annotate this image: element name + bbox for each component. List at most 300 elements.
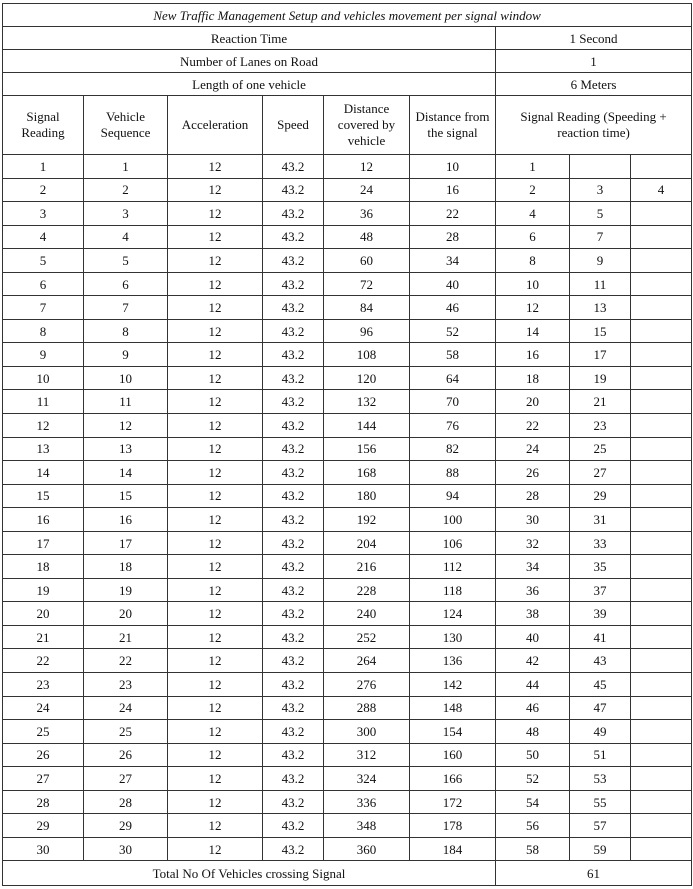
cell-reading-1: 40 bbox=[496, 625, 570, 649]
cell-distance-covered: 48 bbox=[324, 225, 410, 249]
cell-distance-covered: 24 bbox=[324, 178, 410, 202]
cell-distance-from-signal: 52 bbox=[410, 319, 496, 343]
lanes-value: 1 bbox=[496, 50, 692, 73]
cell-reading-3 bbox=[631, 437, 692, 461]
cell-vehicle-sequence: 1 bbox=[84, 155, 168, 179]
table-row bbox=[3, 743, 692, 767]
cell-signal-reading: 18 bbox=[3, 555, 84, 579]
table-row bbox=[3, 390, 692, 414]
cell-distance-from-signal: 136 bbox=[410, 649, 496, 673]
cell-reading-2: 7 bbox=[570, 225, 631, 249]
cell-speed: 43.2 bbox=[263, 649, 324, 673]
cell-signal-reading: 16 bbox=[3, 508, 84, 532]
cell-vehicle-sequence: 6 bbox=[84, 272, 168, 296]
cell-reading-2: 25 bbox=[570, 437, 631, 461]
cell-reading-1: 50 bbox=[496, 743, 570, 767]
cell-signal-reading: 21 bbox=[3, 625, 84, 649]
cell-distance-covered: 252 bbox=[324, 625, 410, 649]
cell-distance-from-signal: 58 bbox=[410, 343, 496, 367]
cell-signal-reading: 6 bbox=[3, 272, 84, 296]
cell-distance-covered: 336 bbox=[324, 790, 410, 814]
cell-distance-from-signal: 16 bbox=[410, 178, 496, 202]
cell-reading-1: 58 bbox=[496, 837, 570, 861]
cell-reading-3 bbox=[631, 649, 692, 673]
cell-reading-2: 43 bbox=[570, 649, 631, 673]
cell-vehicle-sequence: 25 bbox=[84, 720, 168, 744]
cell-signal-reading: 9 bbox=[3, 343, 84, 367]
cell-reading-3: 4 bbox=[631, 178, 692, 202]
cell-reading-1: 26 bbox=[496, 461, 570, 485]
table-row bbox=[3, 437, 692, 461]
cell-distance-covered: 312 bbox=[324, 743, 410, 767]
cell-distance-covered: 168 bbox=[324, 461, 410, 485]
cell-distance-from-signal: 172 bbox=[410, 790, 496, 814]
cell-vehicle-sequence: 24 bbox=[84, 696, 168, 720]
cell-vehicle-sequence: 14 bbox=[84, 461, 168, 485]
cell-vehicle-sequence: 27 bbox=[84, 767, 168, 791]
cell-speed: 43.2 bbox=[263, 720, 324, 744]
cell-acceleration: 12 bbox=[168, 414, 263, 438]
cell-speed: 43.2 bbox=[263, 202, 324, 226]
cell-distance-from-signal: 148 bbox=[410, 696, 496, 720]
reaction-time-label: Reaction Time bbox=[3, 27, 496, 50]
cell-speed: 43.2 bbox=[263, 178, 324, 202]
total-value: 61 bbox=[496, 861, 692, 886]
cell-distance-from-signal: 118 bbox=[410, 578, 496, 602]
cell-reading-1: 16 bbox=[496, 343, 570, 367]
cell-reading-2: 23 bbox=[570, 414, 631, 438]
cell-distance-from-signal: 154 bbox=[410, 720, 496, 744]
header-vehicle-sequence: Vehicle Sequence bbox=[84, 96, 168, 155]
cell-distance-covered: 180 bbox=[324, 484, 410, 508]
cell-vehicle-sequence: 30 bbox=[84, 837, 168, 861]
table-row bbox=[3, 649, 692, 673]
cell-signal-reading: 19 bbox=[3, 578, 84, 602]
cell-reading-2: 15 bbox=[570, 319, 631, 343]
cell-speed: 43.2 bbox=[263, 673, 324, 697]
cell-reading-1: 52 bbox=[496, 767, 570, 791]
header-signal-reading-speeding: Signal Reading (Speeding + reaction time) bbox=[496, 96, 692, 155]
cell-acceleration: 12 bbox=[168, 837, 263, 861]
cell-vehicle-sequence: 11 bbox=[84, 390, 168, 414]
vehicle-length-label: Length of one vehicle bbox=[3, 73, 496, 96]
cell-distance-from-signal: 40 bbox=[410, 272, 496, 296]
cell-speed: 43.2 bbox=[263, 343, 324, 367]
cell-signal-reading: 8 bbox=[3, 319, 84, 343]
cell-reading-3 bbox=[631, 272, 692, 296]
cell-reading-3 bbox=[631, 673, 692, 697]
cell-reading-3 bbox=[631, 790, 692, 814]
cell-reading-2: 37 bbox=[570, 578, 631, 602]
table-row bbox=[3, 814, 692, 838]
table-row bbox=[3, 178, 692, 202]
cell-reading-1: 14 bbox=[496, 319, 570, 343]
cell-acceleration: 12 bbox=[168, 437, 263, 461]
cell-vehicle-sequence: 20 bbox=[84, 602, 168, 626]
cell-distance-from-signal: 22 bbox=[410, 202, 496, 226]
cell-vehicle-sequence: 4 bbox=[84, 225, 168, 249]
cell-reading-1: 46 bbox=[496, 696, 570, 720]
cell-distance-covered: 84 bbox=[324, 296, 410, 320]
cell-distance-covered: 240 bbox=[324, 602, 410, 626]
cell-speed: 43.2 bbox=[263, 319, 324, 343]
cell-acceleration: 12 bbox=[168, 720, 263, 744]
cell-reading-2: 57 bbox=[570, 814, 631, 838]
cell-acceleration: 12 bbox=[168, 202, 263, 226]
cell-reading-3 bbox=[631, 319, 692, 343]
cell-reading-1: 1 bbox=[496, 155, 570, 179]
cell-vehicle-sequence: 9 bbox=[84, 343, 168, 367]
cell-vehicle-sequence: 2 bbox=[84, 178, 168, 202]
cell-distance-covered: 228 bbox=[324, 578, 410, 602]
cell-acceleration: 12 bbox=[168, 249, 263, 273]
cell-reading-1: 18 bbox=[496, 366, 570, 390]
cell-signal-reading: 5 bbox=[3, 249, 84, 273]
cell-distance-covered: 324 bbox=[324, 767, 410, 791]
cell-acceleration: 12 bbox=[168, 531, 263, 555]
cell-acceleration: 12 bbox=[168, 555, 263, 579]
cell-distance-from-signal: 64 bbox=[410, 366, 496, 390]
table-row bbox=[3, 696, 692, 720]
cell-acceleration: 12 bbox=[168, 296, 263, 320]
cell-reading-1: 44 bbox=[496, 673, 570, 697]
header-distance-from-signal: Distance from the signal bbox=[410, 96, 496, 155]
cell-speed: 43.2 bbox=[263, 696, 324, 720]
cell-acceleration: 12 bbox=[168, 225, 263, 249]
cell-distance-covered: 264 bbox=[324, 649, 410, 673]
cell-signal-reading: 25 bbox=[3, 720, 84, 744]
cell-acceleration: 12 bbox=[168, 673, 263, 697]
cell-acceleration: 12 bbox=[168, 343, 263, 367]
cell-acceleration: 12 bbox=[168, 814, 263, 838]
cell-acceleration: 12 bbox=[168, 461, 263, 485]
cell-distance-from-signal: 10 bbox=[410, 155, 496, 179]
table-title: New Traffic Management Setup and vehicles movement per signal window bbox=[3, 4, 692, 27]
table-row bbox=[3, 790, 692, 814]
table-row bbox=[3, 531, 692, 555]
cell-reading-1: 2 bbox=[496, 178, 570, 202]
cell-acceleration: 12 bbox=[168, 767, 263, 791]
cell-speed: 43.2 bbox=[263, 484, 324, 508]
cell-vehicle-sequence: 5 bbox=[84, 249, 168, 273]
cell-reading-1: 38 bbox=[496, 602, 570, 626]
cell-acceleration: 12 bbox=[168, 649, 263, 673]
cell-reading-2: 19 bbox=[570, 366, 631, 390]
cell-reading-1: 8 bbox=[496, 249, 570, 273]
cell-signal-reading: 29 bbox=[3, 814, 84, 838]
cell-distance-covered: 36 bbox=[324, 202, 410, 226]
cell-reading-2: 39 bbox=[570, 602, 631, 626]
cell-acceleration: 12 bbox=[168, 390, 263, 414]
cell-reading-2: 51 bbox=[570, 743, 631, 767]
cell-signal-reading: 7 bbox=[3, 296, 84, 320]
cell-speed: 43.2 bbox=[263, 578, 324, 602]
cell-signal-reading: 2 bbox=[3, 178, 84, 202]
cell-vehicle-sequence: 26 bbox=[84, 743, 168, 767]
cell-reading-1: 36 bbox=[496, 578, 570, 602]
cell-signal-reading: 20 bbox=[3, 602, 84, 626]
cell-vehicle-sequence: 12 bbox=[84, 414, 168, 438]
cell-reading-2: 13 bbox=[570, 296, 631, 320]
cell-signal-reading: 30 bbox=[3, 837, 84, 861]
cell-reading-1: 10 bbox=[496, 272, 570, 296]
cell-speed: 43.2 bbox=[263, 249, 324, 273]
cell-signal-reading: 12 bbox=[3, 414, 84, 438]
cell-reading-3 bbox=[631, 249, 692, 273]
cell-distance-from-signal: 112 bbox=[410, 555, 496, 579]
table-row bbox=[3, 225, 692, 249]
table-row bbox=[3, 249, 692, 273]
cell-reading-1: 6 bbox=[496, 225, 570, 249]
cell-distance-covered: 60 bbox=[324, 249, 410, 273]
cell-vehicle-sequence: 16 bbox=[84, 508, 168, 532]
cell-reading-2 bbox=[570, 155, 631, 179]
cell-signal-reading: 28 bbox=[3, 790, 84, 814]
table-row bbox=[3, 602, 692, 626]
cell-distance-from-signal: 160 bbox=[410, 743, 496, 767]
table-row bbox=[3, 366, 692, 390]
cell-acceleration: 12 bbox=[168, 602, 263, 626]
cell-reading-2: 9 bbox=[570, 249, 631, 273]
cell-distance-from-signal: 166 bbox=[410, 767, 496, 791]
cell-signal-reading: 24 bbox=[3, 696, 84, 720]
cell-distance-covered: 96 bbox=[324, 319, 410, 343]
cell-reading-2: 41 bbox=[570, 625, 631, 649]
table-row bbox=[3, 272, 692, 296]
table-row bbox=[3, 555, 692, 579]
cell-vehicle-sequence: 22 bbox=[84, 649, 168, 673]
cell-distance-from-signal: 100 bbox=[410, 508, 496, 532]
cell-distance-covered: 12 bbox=[324, 155, 410, 179]
cell-acceleration: 12 bbox=[168, 578, 263, 602]
total-label: Total No Of Vehicles crossing Signal bbox=[3, 861, 496, 886]
cell-acceleration: 12 bbox=[168, 155, 263, 179]
cell-speed: 43.2 bbox=[263, 225, 324, 249]
cell-speed: 43.2 bbox=[263, 531, 324, 555]
cell-reading-3 bbox=[631, 225, 692, 249]
cell-reading-2: 21 bbox=[570, 390, 631, 414]
cell-reading-2: 47 bbox=[570, 696, 631, 720]
cell-reading-2: 5 bbox=[570, 202, 631, 226]
table-row bbox=[3, 508, 692, 532]
cell-signal-reading: 15 bbox=[3, 484, 84, 508]
cell-reading-3 bbox=[631, 696, 692, 720]
cell-distance-from-signal: 106 bbox=[410, 531, 496, 555]
cell-distance-from-signal: 130 bbox=[410, 625, 496, 649]
cell-signal-reading: 3 bbox=[3, 202, 84, 226]
cell-acceleration: 12 bbox=[168, 743, 263, 767]
cell-vehicle-sequence: 3 bbox=[84, 202, 168, 226]
cell-distance-from-signal: 70 bbox=[410, 390, 496, 414]
cell-speed: 43.2 bbox=[263, 366, 324, 390]
cell-vehicle-sequence: 28 bbox=[84, 790, 168, 814]
cell-reading-3 bbox=[631, 720, 692, 744]
cell-vehicle-sequence: 18 bbox=[84, 555, 168, 579]
cell-distance-from-signal: 124 bbox=[410, 602, 496, 626]
cell-acceleration: 12 bbox=[168, 696, 263, 720]
cell-reading-2: 35 bbox=[570, 555, 631, 579]
cell-speed: 43.2 bbox=[263, 414, 324, 438]
cell-speed: 43.2 bbox=[263, 272, 324, 296]
cell-reading-3 bbox=[631, 578, 692, 602]
cell-reading-1: 42 bbox=[496, 649, 570, 673]
cell-reading-2: 31 bbox=[570, 508, 631, 532]
cell-signal-reading: 4 bbox=[3, 225, 84, 249]
cell-acceleration: 12 bbox=[168, 366, 263, 390]
cell-reading-2: 33 bbox=[570, 531, 631, 555]
cell-distance-covered: 204 bbox=[324, 531, 410, 555]
cell-reading-1: 48 bbox=[496, 720, 570, 744]
cell-signal-reading: 10 bbox=[3, 366, 84, 390]
cell-speed: 43.2 bbox=[263, 155, 324, 179]
cell-speed: 43.2 bbox=[263, 296, 324, 320]
cell-reading-1: 30 bbox=[496, 508, 570, 532]
cell-reading-3 bbox=[631, 155, 692, 179]
cell-distance-from-signal: 94 bbox=[410, 484, 496, 508]
cell-reading-2: 3 bbox=[570, 178, 631, 202]
cell-speed: 43.2 bbox=[263, 743, 324, 767]
cell-reading-3 bbox=[631, 296, 692, 320]
cell-reading-2: 29 bbox=[570, 484, 631, 508]
cell-reading-1: 4 bbox=[496, 202, 570, 226]
cell-reading-3 bbox=[631, 555, 692, 579]
cell-signal-reading: 14 bbox=[3, 461, 84, 485]
table-row bbox=[3, 578, 692, 602]
cell-reading-3 bbox=[631, 414, 692, 438]
cell-speed: 43.2 bbox=[263, 837, 324, 861]
table-row bbox=[3, 461, 692, 485]
cell-signal-reading: 23 bbox=[3, 673, 84, 697]
cell-signal-reading: 13 bbox=[3, 437, 84, 461]
cell-signal-reading: 22 bbox=[3, 649, 84, 673]
cell-reading-1: 22 bbox=[496, 414, 570, 438]
table-row bbox=[3, 155, 692, 179]
cell-speed: 43.2 bbox=[263, 602, 324, 626]
cell-acceleration: 12 bbox=[168, 272, 263, 296]
cell-vehicle-sequence: 7 bbox=[84, 296, 168, 320]
cell-distance-covered: 132 bbox=[324, 390, 410, 414]
cell-reading-2: 59 bbox=[570, 837, 631, 861]
table-row bbox=[3, 837, 692, 861]
cell-distance-covered: 72 bbox=[324, 272, 410, 296]
cell-signal-reading: 27 bbox=[3, 767, 84, 791]
cell-vehicle-sequence: 10 bbox=[84, 366, 168, 390]
cell-reading-2: 49 bbox=[570, 720, 631, 744]
cell-reading-1: 24 bbox=[496, 437, 570, 461]
cell-reading-3 bbox=[631, 531, 692, 555]
cell-distance-from-signal: 34 bbox=[410, 249, 496, 273]
cell-reading-2: 53 bbox=[570, 767, 631, 791]
cell-speed: 43.2 bbox=[263, 790, 324, 814]
vehicle-length-value: 6 Meters bbox=[496, 73, 692, 96]
cell-speed: 43.2 bbox=[263, 461, 324, 485]
cell-distance-covered: 276 bbox=[324, 673, 410, 697]
header-acceleration: Acceleration bbox=[168, 96, 263, 155]
cell-reading-1: 20 bbox=[496, 390, 570, 414]
cell-reading-3 bbox=[631, 461, 692, 485]
cell-acceleration: 12 bbox=[168, 484, 263, 508]
cell-distance-from-signal: 28 bbox=[410, 225, 496, 249]
cell-reading-2: 45 bbox=[570, 673, 631, 697]
cell-acceleration: 12 bbox=[168, 319, 263, 343]
cell-reading-2: 17 bbox=[570, 343, 631, 367]
cell-reading-2: 11 bbox=[570, 272, 631, 296]
cell-signal-reading: 1 bbox=[3, 155, 84, 179]
table-row bbox=[3, 343, 692, 367]
cell-vehicle-sequence: 17 bbox=[84, 531, 168, 555]
cell-reading-3 bbox=[631, 814, 692, 838]
header-speed: Speed bbox=[263, 96, 324, 155]
table-row bbox=[3, 319, 692, 343]
cell-reading-3 bbox=[631, 602, 692, 626]
cell-reading-3 bbox=[631, 767, 692, 791]
header-distance-covered: Distance covered by vehicle bbox=[324, 96, 410, 155]
cell-distance-from-signal: 178 bbox=[410, 814, 496, 838]
traffic-signal-table bbox=[2, 3, 692, 886]
cell-vehicle-sequence: 21 bbox=[84, 625, 168, 649]
cell-vehicle-sequence: 8 bbox=[84, 319, 168, 343]
cell-reading-3 bbox=[631, 366, 692, 390]
cell-reading-3 bbox=[631, 343, 692, 367]
cell-distance-from-signal: 88 bbox=[410, 461, 496, 485]
cell-distance-from-signal: 142 bbox=[410, 673, 496, 697]
lanes-label: Number of Lanes on Road bbox=[3, 50, 496, 73]
cell-acceleration: 12 bbox=[168, 790, 263, 814]
cell-distance-from-signal: 76 bbox=[410, 414, 496, 438]
cell-distance-covered: 144 bbox=[324, 414, 410, 438]
cell-reading-1: 32 bbox=[496, 531, 570, 555]
cell-reading-2: 27 bbox=[570, 461, 631, 485]
cell-signal-reading: 11 bbox=[3, 390, 84, 414]
cell-speed: 43.2 bbox=[263, 390, 324, 414]
cell-vehicle-sequence: 19 bbox=[84, 578, 168, 602]
cell-reading-1: 54 bbox=[496, 790, 570, 814]
cell-distance-from-signal: 82 bbox=[410, 437, 496, 461]
cell-distance-covered: 192 bbox=[324, 508, 410, 532]
cell-reading-3 bbox=[631, 508, 692, 532]
table-row bbox=[3, 673, 692, 697]
cell-vehicle-sequence: 13 bbox=[84, 437, 168, 461]
cell-reading-1: 34 bbox=[496, 555, 570, 579]
cell-distance-from-signal: 46 bbox=[410, 296, 496, 320]
cell-distance-from-signal: 184 bbox=[410, 837, 496, 861]
cell-reading-2: 55 bbox=[570, 790, 631, 814]
cell-speed: 43.2 bbox=[263, 437, 324, 461]
table-row bbox=[3, 767, 692, 791]
cell-acceleration: 12 bbox=[168, 625, 263, 649]
table-row bbox=[3, 484, 692, 508]
table-row bbox=[3, 202, 692, 226]
cell-distance-covered: 216 bbox=[324, 555, 410, 579]
cell-reading-3 bbox=[631, 743, 692, 767]
cell-speed: 43.2 bbox=[263, 625, 324, 649]
reaction-time-value: 1 Second bbox=[496, 27, 692, 50]
cell-reading-1: 56 bbox=[496, 814, 570, 838]
cell-reading-3 bbox=[631, 625, 692, 649]
table-row bbox=[3, 625, 692, 649]
cell-speed: 43.2 bbox=[263, 814, 324, 838]
cell-distance-covered: 348 bbox=[324, 814, 410, 838]
cell-acceleration: 12 bbox=[168, 508, 263, 532]
cell-reading-3 bbox=[631, 390, 692, 414]
cell-distance-covered: 288 bbox=[324, 696, 410, 720]
cell-distance-covered: 120 bbox=[324, 366, 410, 390]
cell-speed: 43.2 bbox=[263, 767, 324, 791]
cell-speed: 43.2 bbox=[263, 555, 324, 579]
cell-acceleration: 12 bbox=[168, 178, 263, 202]
cell-vehicle-sequence: 15 bbox=[84, 484, 168, 508]
cell-speed: 43.2 bbox=[263, 508, 324, 532]
